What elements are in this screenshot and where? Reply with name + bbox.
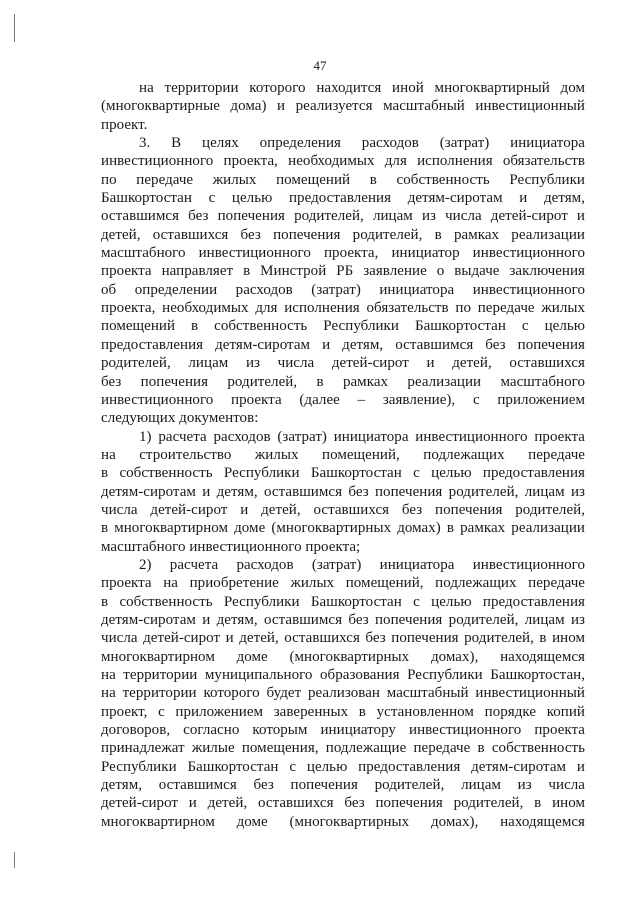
- text-line: детей-сирот и детей, оставшихся без попечения родителей, в ином: [101, 795, 585, 812]
- text-line: принадлежат жилые помещения, подлежащие передаче в собственность: [101, 740, 585, 757]
- text-line: помещений в собственность Республики Башкортостан с целью: [101, 318, 585, 335]
- text-line: инвестиционного проекта (далее – заявление), с приложением: [101, 391, 585, 408]
- paragraph: [101, 428, 585, 556]
- text-line: в многоквартирном доме (многоквартирных домах) в рамках реализации: [101, 520, 585, 537]
- text-line: детей, оставшихся без попечения родителей, в рамках реализации: [101, 226, 585, 243]
- text-line: предоставления детям-сиротам и детям, оставшимся без попечения: [101, 336, 585, 353]
- text-line: на территории которого будет реализован масштабный инвестиционный: [101, 685, 585, 702]
- text-line: многоквартирном доме (многоквартирных домах), находящемся: [101, 813, 585, 830]
- text-line: проекта на приобретение жилых помещений, подлежащих передаче: [101, 575, 585, 592]
- text-line: Башкортостан с целью предоставления детям-сиротам и детям,: [101, 190, 585, 207]
- document-body: [101, 79, 585, 831]
- text-line: числа детей-сирот и детей, оставшихся без попечения родителей,: [101, 501, 585, 518]
- text-line: (многоквартирные дома) и реализуется масштабный инвестиционный: [101, 98, 585, 115]
- text-line: по передаче жилых помещений в собственность Республики: [101, 171, 585, 188]
- page-number: 47: [313, 58, 327, 73]
- text-line: об определении расходов (затрат) инициатора инвестиционного: [101, 281, 585, 298]
- paragraph: [101, 79, 585, 134]
- text-line: на территории которого находится иной многоквартирный дом: [139, 80, 585, 96]
- paragraph: [101, 134, 585, 428]
- text-line: детям-сиротам и детям, оставшимся без попечения родителей, лицам из: [101, 483, 585, 500]
- text-line: детям, оставшимся без попечения родителей, лицам из числа: [101, 777, 585, 794]
- text-line: проект.: [101, 116, 148, 133]
- text-line: масштабного инвестиционного проекта;: [101, 538, 361, 555]
- text-line: многоквартирном доме (многоквартирных домах), находящемся: [101, 648, 585, 665]
- text-line: 3. В целях определения расходов (затрат) инициатора: [139, 135, 585, 152]
- text-line: оставшимся без попечения родителей, лицам из числа детей-сирот и: [101, 208, 585, 225]
- text-line: масштабного инвестиционного проекта, инициатор инвестиционного: [101, 245, 585, 262]
- text-line: Республики Башкортостан с целью предоставления детям-сиротам и: [101, 758, 585, 775]
- text-line: 1) расчета расходов (затрат) инициатора инвестиционного проекта: [139, 428, 585, 445]
- text-line: детям-сиротам и детям, оставшимся без попечения родителей, лицам из: [101, 611, 585, 628]
- text-line: в собственность Республики Башкортостан с целью предоставления: [101, 465, 585, 482]
- text-line: родителей, лицам из числа детей-сирот и детей, оставшихся: [101, 355, 585, 372]
- text-line: договоров, согласно которым инициатору инвестиционного проекта: [101, 722, 585, 739]
- text-line: без попечения родителей, в рамках реализации масштабного: [101, 373, 585, 390]
- text-line: проекта направляет в Минстрой РБ заявление о выдаче заключения: [101, 263, 585, 280]
- text-line: в собственность Республики Башкортостан с целью предоставления: [101, 593, 585, 610]
- text-line: 2) расчета расходов (затрат) инициатора инвестиционного: [139, 556, 585, 573]
- scan-edge-mark-top: [14, 14, 15, 42]
- paragraph: [101, 556, 585, 831]
- text-line: следующих документов:: [101, 410, 259, 427]
- text-line: инвестиционного проекта, необходимых для исполнения обязательств: [101, 153, 585, 170]
- text-line: проект, с приложением заверенных в установленном порядке копий: [101, 703, 585, 720]
- text-line: проекта, необходимых для исполнения обязательств по передаче жилых: [101, 300, 585, 317]
- text-line: на территории муниципального образования Республики Башкортостан,: [101, 667, 585, 683]
- text-line: на строительство жилых помещений, подлежащих передаче: [101, 446, 585, 463]
- scan-edge-mark-bottom: [14, 852, 15, 868]
- text-line: числа детей-сирот и детей, оставшихся без попечения родителей, в ином: [101, 630, 585, 647]
